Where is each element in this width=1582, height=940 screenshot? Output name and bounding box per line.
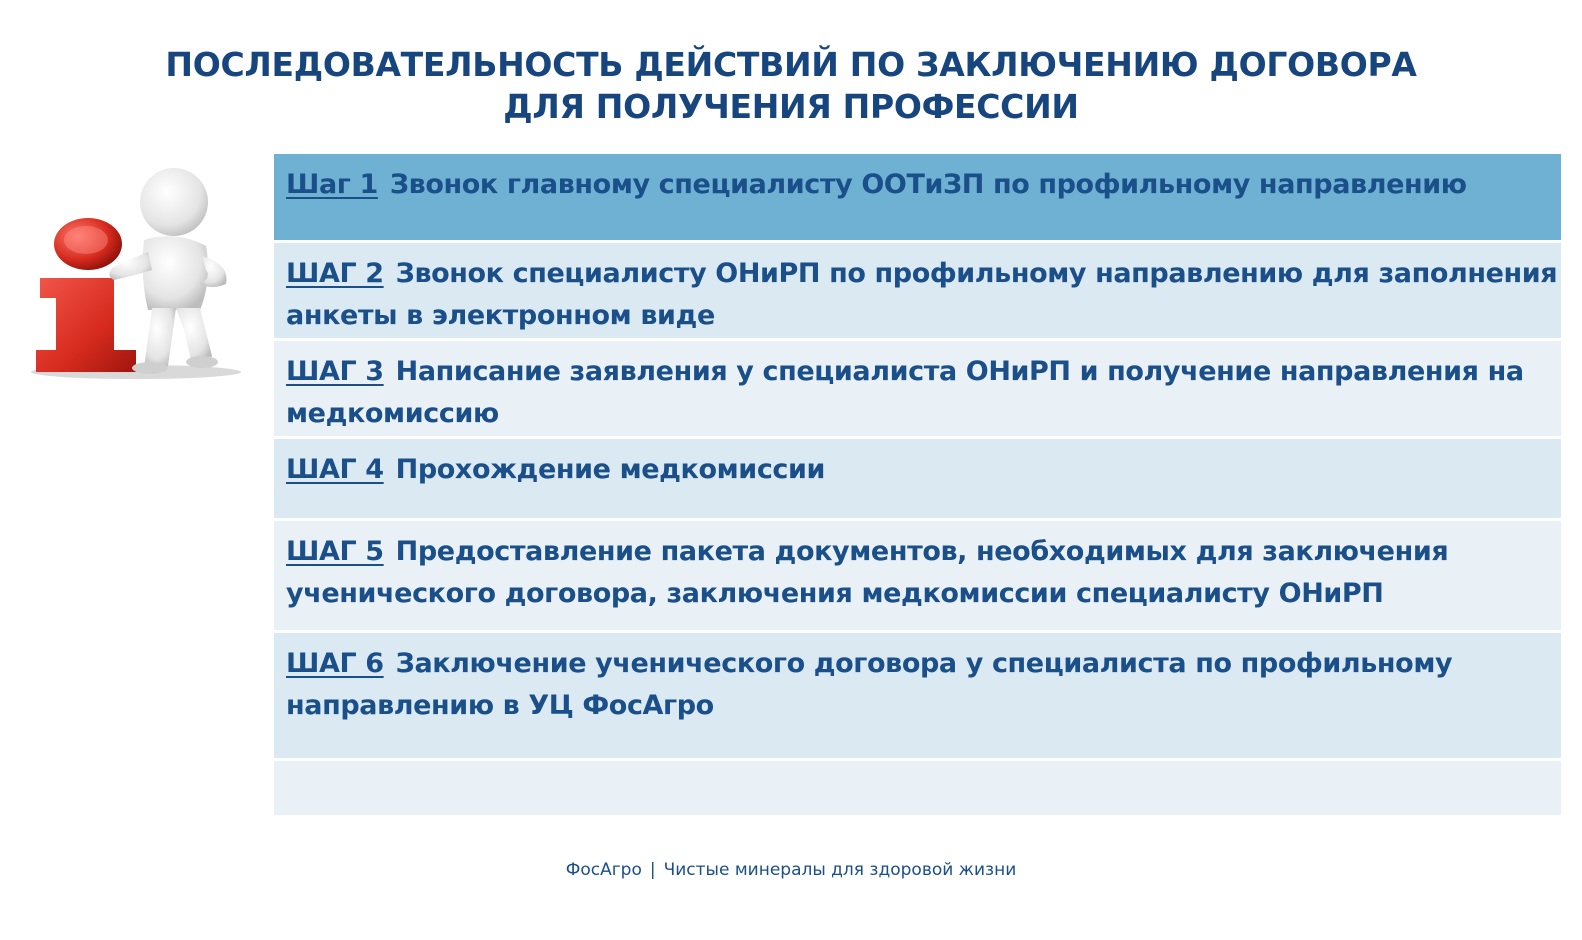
title-line-1: ПОСЛЕДОВАТЕЛЬНОСТЬ ДЕЙСТВИЙ ПО ЗАКЛЮЧЕНИЮ ДОГОВОРА bbox=[165, 45, 1417, 84]
footer-slogan: Чистые минералы для здоровой жизни bbox=[663, 860, 1017, 880]
step-5-text-line-2: ученического договора, заключения медкомиссии специалисту ОНиРП bbox=[286, 578, 1384, 609]
step-6 bbox=[274, 633, 1561, 761]
footer-separator: | bbox=[649, 860, 656, 880]
footer bbox=[0, 860, 1582, 880]
step-3 bbox=[274, 341, 1561, 439]
steps-list bbox=[274, 154, 1561, 815]
step-6-text-line-2: направлению в УЦ ФосАгро bbox=[286, 690, 714, 721]
info-person-icon bbox=[16, 160, 246, 385]
step-1-text-line-1: Звонок главному специалисту ООТиЗП по профильному направлению bbox=[389, 169, 1467, 200]
step-6-label: ШАГ 6 bbox=[286, 648, 384, 679]
footer-brand: ФосАгро bbox=[565, 860, 642, 880]
step-5-label: ШАГ 5 bbox=[286, 536, 384, 567]
step-4-label: ШАГ 4 bbox=[286, 454, 384, 485]
step-2 bbox=[274, 243, 1561, 341]
step-1 bbox=[274, 154, 1561, 243]
step-6-text-line-1: Заключение ученического договора у специалиста по профильному bbox=[395, 648, 1453, 679]
step-4 bbox=[274, 439, 1561, 521]
step-5-text-line-1: Предоставление пакета документов, необходимых для заключения bbox=[395, 536, 1449, 567]
empty-row bbox=[274, 761, 1561, 815]
step-2-text-line-2: анкеты в электронном виде bbox=[286, 300, 715, 331]
step-3-text-line-2: медкомиссию bbox=[286, 398, 499, 429]
page-title bbox=[100, 44, 1482, 128]
step-4-text-line-1: Прохождение медкомиссии bbox=[395, 454, 826, 485]
step-2-label: ШАГ 2 bbox=[286, 258, 384, 289]
step-1-label: Шаг 1 bbox=[286, 169, 378, 200]
step-2-text-line-1: Звонок специалисту ОНиРП по профильному направлению для заполнения bbox=[395, 258, 1558, 289]
step-5 bbox=[274, 521, 1561, 633]
title-line-2: ДЛЯ ПОЛУЧЕНИЯ ПРОФЕССИИ bbox=[503, 87, 1079, 126]
step-3-text-line-1: Написание заявления у специалиста ОНиРП и получение направления на bbox=[395, 356, 1524, 387]
step-3-label: ШАГ 3 bbox=[286, 356, 384, 387]
